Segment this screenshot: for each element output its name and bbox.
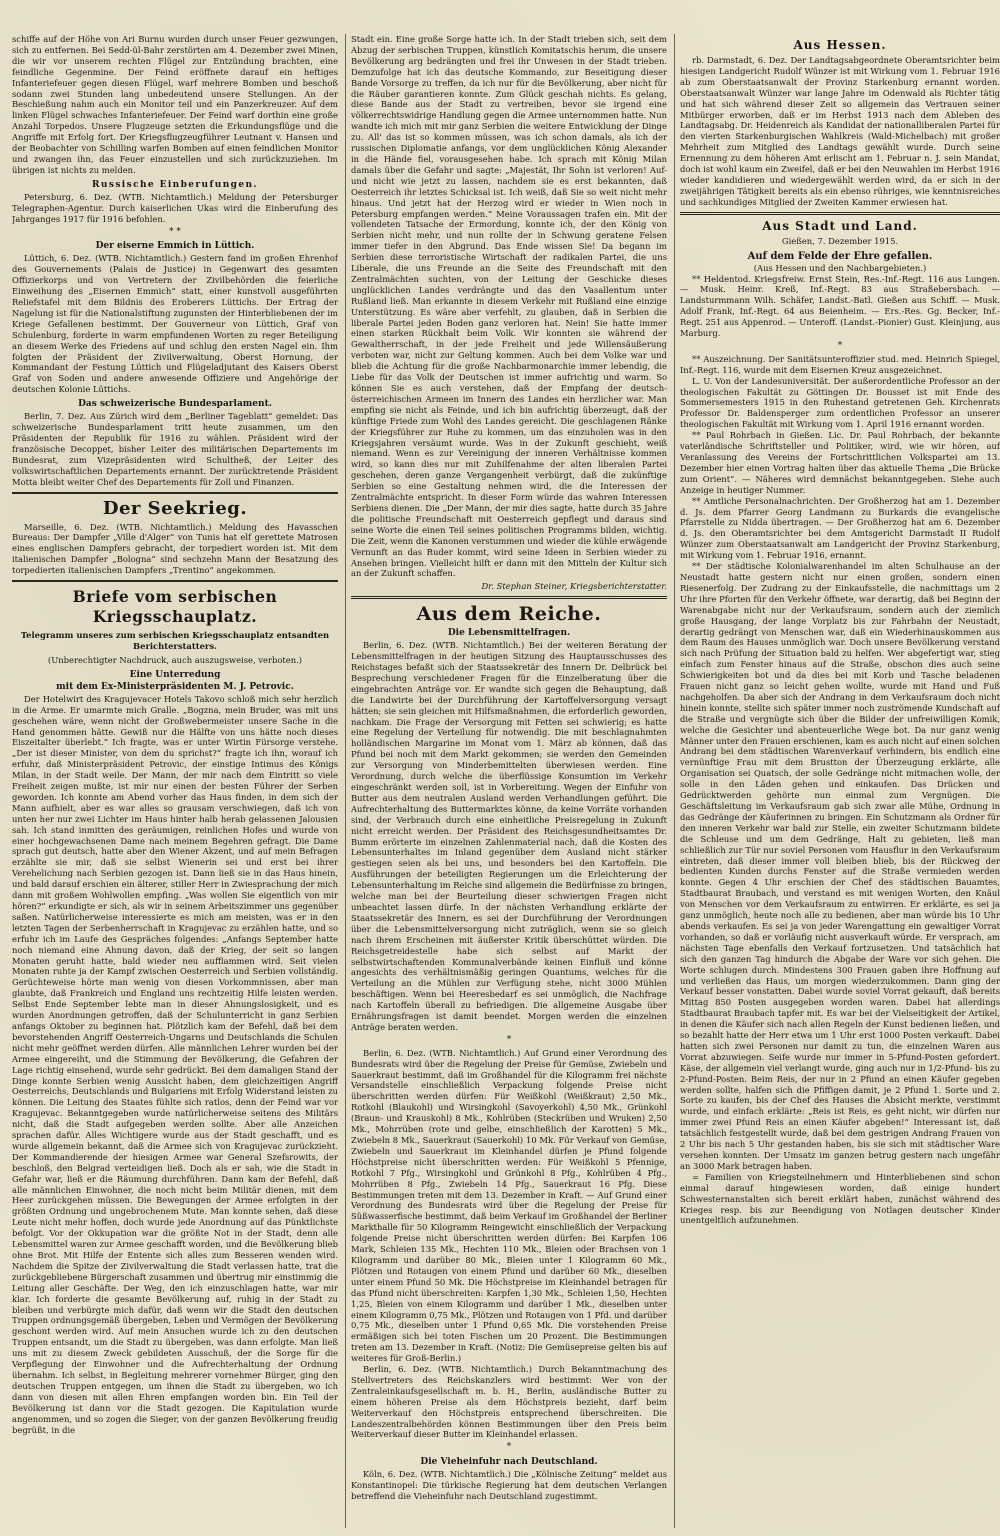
column-middle — [345, 34, 667, 1528]
headline-stadt-und-land: Aus Stadt und Land. — [762, 218, 918, 233]
subheadline: (Aus Hessen und den Nachbargebieten.) — [753, 262, 927, 273]
article-text: Berlin, 7. Dez. Aus Zürich wird dem „Berliner Tageblatt“ gemeldet: Das schweizerische Bundesparlament tritt heute zusammen, um den Präsidenten der Republik für 1916 zu wählen. Präsident wird der französische Decoppet, bisher Leiter des militärischen Departements im Bundesrat, zum Vizepräsidenten wird Schultheß, der Leiter des volkswirtschaftlichen Departements ernannt. Der zurücktretende Präsident Motta bleibt weiter Chef des Departements für Zoll und Finanzen. — [12, 411, 338, 487]
headline-interview-sub: mit dem Ex-Ministerpräsidenten M. J. Petrovic. — [56, 681, 294, 692]
article-text: = Familien von Kriegsteilnehmern und Hinterbliebenen sind schon einmal darauf hingewiesen worden, daß einige hundert Schwesternanstalten sich bereit erklärt haben, zunächst während des Krieges resp. bis zur Beendigung von Notlagen deutscher Kinder unentgeltlich aufzunehmen. — [680, 1171, 1000, 1226]
article-text: Berlin, 6. Dez. (WTB. Nichtamtlich.) Durch Bekanntmachung des Stellvertreters des Reichskanzlers wird bestimmt: Wer von der Zentraleinkaufsgesellschaft m. b. H., Berlin, ausländische Butter zu einem höheren Preise als dem Höchstpreis bezieht, darf beim Weiterverkauf den Höchstpreis entsprechend überschreiten. Die Landeszentralbehörden können Bestimmungen über den Preis beim Weiterverkauf dieser Butter im Kleinhandel erlassen. — [351, 1364, 667, 1440]
headline-swiss-parliament: Das schweizerische Bundesparlament. — [78, 399, 272, 410]
column-right — [674, 34, 1000, 1528]
article-text: ** Der städtische Kolonialwarenhandel im alten Schulhause an der Neustadt hatte gestern nicht nur einen großen, sondern einen Riesenerfolg. Der Zudrang zu der Einkaufsstelle, die nachmittags um 2 Uhr ihre Pforten für den Verkehr öffnete, war derartig, daß bei Beginn der Warenabgabe nicht nur der Verkaufsraum, sondern auch der ziemlich große Hausgang, der lange Vorplatz bis zur Fahrbahn der Neustadt, derartig gedrängt von Menschen war, daß ein Wiederhinauskommen aus dem Raum des Hauses unmöglich war. Doch unsere Bevölkerung verstand sich nach Prüfung der Situation bald zu helfen. Wer abgefertigt war, stieg einfach zum Fenster hinaus auf die Straße, obschon dies auch seine Schwierigkeiten bot und da dies bei mit Korb und Tasche beladenen Frauen nicht ganz so leicht gehen wollte, wurde mit Hand und Fuß nachgeholfen. Da aber sich der Andrang in dem Verkaufsraum doch nicht hinein konnte, stellte sich später immer noch zuströmende Kundschaft auf die Straße und vergnügte sich über die Bilder der unfreiwilligen Komik, welche die Gesichter und abenteuerliche Wege bot. Da nur ganz wenig Männer unter den Frauen erschienen, kam es auch nicht auf einen solchen Andrang bei dem städtischen Warenverkauf verhindern, bis endlich eine vernünftige Frau mit dem Brustton der Überzeugung erklärte, alle Organisation sei Quatsch, der solle Gedränge nicht mitmachen wolle, der solle in den Läden gehen und einkaufen. Das Drücken und Gedrücktwerden gehörte nun einmal zum Vergnügen. Die Geschäftsleitung im Verkaufsraum gab sich zwar alle Mühe, Ordnung in das Gedränge der Käuferinnen zu bringen. Ein Schutzmann als Ordner für den inneren Verkehr war bald zur Stelle, ein zweiter Schutzmann bildete die Schleuse und um dem Gedränge, Halt zu gebieten, ließ man schließlich zur Tür nur soviel Personen vom Hausflur in den Verkaufsraum eintreten, daß dieser immer voll bleiben blieb, bis der Rückweg der bedienten Kunden durchs Fenster auf die Straße vermieden werden konnte. Gegen 4 Uhr erschien der Chef des städtischen Bauamtes, Stadtbaurat Braubach, und verstand es mit wenigen Worten, den Knäul von Menschen vor dem Verkaufsraum zu entwirren. Er erklärte, es sei ja ganz unmöglich, heute noch alle zu bedienen, aber man würde bis 10 Uhr abends verkaufen. Es sei ja von jeder Warengattung ein gewaltiger Vorrat vorhanden, so daß er vorläufig nicht ausverkauft würde. Er versprach, am nächsten Tage ebenfalls den Verkauf fortzusetzen. Und tatsächlich hat sich den ganzen Tag hindurch die Abgabe der Ware vor sich gehen. Die Worte schlugen durch. Mindestens 300 Frauen gaben ihre Hoffnung auf und verließen das Haus, um morgen wiederzukommen. Dann ging der Verkauf besser vonstatten. Dabei wurde soviel Vorrat gekauft, daß bereits Mittag 850 Posten ausgegeben worden waren. Dabei hat allerdings Stadtbaurat Braubach tapfer mit. Es war bei der Vielseitigkeit der Artikel, in denen die Käufer sich nach allen Regeln der Kunst bedienen ließen, und so bezahlt hatte der Herr etwa um 1 Uhr erst 1000 Posten verkauft. Dabei hatten sich zwei Personen nur damit zu tun, die einzelnen Waren aus Vorrat abzuwiegen. Seife wurde nur immer in 5-Pfund-Posten gefordert. Käse, der allgemein viel verlangt wurde, ging auch nur in 1/2-Pfund- bis zu 2-Pfund-Posten. Beim Reis, der nur in 2 Pfund an einen Käufer gegeben werden sollte, halfen sich die Pfiffigen damit, je 2 Pfund 1. Sorte und 2. Sorte zu kaufen, bis der Chef des Hauses die Absicht merkte, verstimmt wurde, und einfach erklärte: „Reis ist Reis, es geht nicht, wir dürfen nur immer zwei Pfund Reis an einen Käufer abgeben!“ Interessant ist, daß tatsächlich festgestellt wurde, daß bei dem gestrigen Andrang Frauen von 2 Uhr bis nach 5 Uhr gestanden haben, bis sie sich mit städtischer Ware versehen konnten. Der Umsatz im ganzen betrug gestern nach ungefähr an 3000 Mark betragen haben. — [680, 561, 1000, 1171]
separator-star: * — [506, 1442, 512, 1453]
headline-emmich: Der eiserne Emmich in Lüttich. — [95, 241, 255, 252]
headline-field-of-honor: Auf dem Felde der Ehre gefallen. — [747, 250, 933, 262]
divider — [12, 580, 338, 582]
separator-stars: * * — [169, 226, 181, 237]
reprint-note: (Unberechtigter Nachdruck, auch auszugsweise, verboten.) — [47, 654, 303, 665]
article-text: Köln, 6. Dez. (WTB. Nichtamtlich.) Die „Kölnische Zeitung“ meldet aus Konstantinopel: Die türkische Regierung hat dem deutschen Verlangen betreffend die Vieheinfuhr nach Deutschland zugestimmt. — [351, 1469, 667, 1502]
byline: Dr. Stephan Steiner, Kriegsberichterstatter. — [481, 581, 667, 592]
article-text: Stadt ein. Eine große Sorge hatte ich. In der Stadt trieben sich, seit dem Abzug der serbischen Truppen, künstlich Komitatschis herum, die unsere Bevölkerung arg bedrängten und frei ihr Unwesen in der Stadt trieben. Demzufolge hat ich das deutsche Kommando, zur Beseitigung dieser Bande Vorsorge zu treffen, da ich nur für die Bevölkerung, aber nicht für die Räuber garantieren konnte. Zum Glück geschah nichts. Es gelang, diese Bande aus der Stadt zu vertreiben, bevor sie irgend eine völkerrechtswidrige Handlung gegen die Armee unternommen hatte. Nun wandte ich mich mit mir ganz Serbien die weitere Entwicklung der Dinge zu. All' das ist so kommen müssen, was ich schon damals, als ich der russischen Diplomatie anfangs, vor dem unglücklichen König Alexander in die Hände fiel, vorausgesehen habe. Ich sprach mit König Milan damals über die Gefahr und sagte: „Majestät, Ihr Sohn ist verloren! Auf- und nicht wie jetzt zu lassen, nachdem sie es erst bekannten, daß Oesterreich ihr letztes Schicksal ist. Ich weiß, daß Sie so weit nicht mehr hinaus. Und jetzt hat der Herzog wird er wieder in Wien noch in Petersburg empfangen werden.“ Meine Voraussagen trafen ein. Mit der vollendeten Tatsache der Ermordung, konnte ich, der den König von Serbien nicht mehr, und nun rollte der in Schwung geratene Felsen immer tiefer in den Abgrund. Das Ende wissen Sie! Da begann im Serbien diese terroristische Wirtschaft der radikalen Partei, die uns Liberale, die uns Freunde an die Seite des Freundschaft mit den Zentralmächten suchten, von der Leitung der Geschicke dieses unglücklichen Landes verdrängte und das den Vasallentum unter Rußland ließ. Man erkannte in diesem Verkehr mit Rußland eine einzige Unterstützung. Es wäre aber verfehlt, zu glauben, daß in Serbien die liberale Partei jeden Boden ganz verloren hat. Nein! Sie hatte immer einen starken Rückhalt beim Volk. Wir konnten sie während der Gewaltherrschaft, in der jede Freiheit und jede Willensäußerung verboten war, nicht zur Geltung kommen. Auch bei dem Volke war und blieb die Achtung für die große Nachbarmonarchie immer lebendig, die Liebe für das Volk der Deutschen ist immer aufrichtig und warm. So können Sie es auch verstehen, daß der Empfang der deutsch-österreichischen Armeen im Innern des Landes ein herzlicher war. Man empfing sie nicht als Feinde, und ich bin aufrichtig überzeugt, daß der künftige Friede zum Wohl des Landes gereicht. Die geschlagenen Ränke der Kriegsführer zur Ruhe zu kommen, um das einzuholen was in den Kriegsjahren versäumt wurde. Was in der Zukunft geschieht, weiß niemand. Wenn es zur Vereinigung der inneren Verhältnisse kommen wird, so kann dies nur mit Zuhilfenahme der alten liberalen Partei geschehen, deren ganze Vergangenheit verbürgt, daß die zukünftige Serbien so eine Gestaltung nehmen wird, die die Interessen der Zentralmächte entspricht. In dieser Form würde das wahren Interessen Serbiens dienen. Die „Der Mann, der mir dies sagte, hatte durch 35 Jahre die politische Freundschaft mit Oesterreich gepflegt und daraus sind seine Worte die einen Teil seines politischen Programms bilden, wichtig. Die Zeit, wenn die Kanonen verstummen und wieder die kühle erwägende Vernunft an das Ruder kommt, wird seine Ideen in Serbien wieder zu Ansehen bringen. Vielleicht hilft er dann mit den Mitteln der Kultur sich an der Zukunft schaffen. — [351, 34, 667, 579]
headline-seekrieg: Der Seekrieg. — [102, 497, 248, 519]
article-text: L. U. Von der Landesuniversität. Der außerordentliche Professor an der theologischen Fakultät zu Göttingen Dr. Bousset ist mit Ende des Sommersemesters 1915 in den Ruhestand getretenen Geh. Kirchenrats Professor Dr. Baldensperger zum ordentlichen Professor an unserer theologischen Fakultät mit Wirkung vom 1. April 1916 ernannt worden. — [680, 375, 1000, 430]
article-text: ** Auszeichnung. Der Sanitätsunteroffizier stud. med. Heinrich Spiegel, Inf.-Regt. 116, wurde mit dem Eisernen Kreuz ausgezeichnet. — [680, 353, 1000, 375]
headline-hessen: Aus Hessen. — [793, 38, 887, 52]
article-text: Der Hotelwirt des Kragujevacer Hotels Takovo schloß mich sehr herzlich in die Arme. Er umarmte mich Gralle. „Bogzna, mein Bruder, was mit uns geschehen wäre, wenn nicht der Großwebermeister unsere Sache in die Hand genommen hätte. Gewiß nur die Hälfte von uns hätte noch dieses Eiszeitalter überlebt.“ Ich fragte, was er unter Wirtin Fürsorge verstehe. „Der ist dieser Minister, von dem du sprichst?“ fragte ich ihn, worauf ich erfuhr, daß Ministerpräsident Petrovic, der einstige Intimus des Königs Milan, in der Stadt weile. Der Mann, der mir nach dem Eintritt so viele Freiheit zeigen mußte, ist mir nur einen der besten Führer der Serben geworden. Ich konnte am Abend vorher das Haus finden, in dem sich der Mann aufhielt, aber es war alles so grausam verschwiegen, daß ich von unten her nur zwei Lichter im Haus hinter halb herab gelassenen Jalousien sah. Ich stand inmitten des geräumigen, reinlichen Hofes und wurde von einer hochgewachsenen Dame nach meinem Begehren gefragt. Die Dame sprach gut deutsch, hatte aber den Wiener Akzent, und auf mein Befragen erzählte sie mir, daß sie selbst Wienerin sei und erst bei ihrer Verehelichung nach Serbien gezogen ist. Dann ließ sie in das Haus hinein, und bald darauf erschien ein älterer, stiller Herr in Zwiesprachung der mich dann mit großem Wohlwollen empfing. „Was wollen Sie eigentlich von mir hören?“ erkundigte er sich, als wir in seinem Arbeitszimmer uns gegenüber saßen. Natürlicherweise interessierte es mich am meisten, was er in den letzten Tagen der Serbenherrschaft in Kragujevac zu erzählen hatte, und so erfuhr ich im Laufe des Gespräches folgendes: „Anfangs September hatte noch niemand eine Ahnung davon, daß der Krieg, der seit so langen Monaten geruht hatte, bald wieder neu aufflammen wird. Seit vielen Monaten ruhte ja der Kampf zwischen Oesterreich und Serbien vollständig. Gerüchteweise hörte man wenig von diesen Vorkommnissen, aber man glaubte, daß Frankreich und England uns rechtzeitig Hilfe leisten werden. Selbst Ende September lebte man in dieser Ahnungslosigkeit, und es wurden Anordnungen getroffen, daß der Schulunterricht in ganz Serbien anfangs Oktober zu beginnen hat. Plötzlich kam der Befehl, daß bei dem bevorstehenden Angriff Oesterreich-Ungarns und Deutschlands die Schulen nicht mehr geöffnet werden dürfen. Alle männlichen Lehrer wurden bei der Armee eingereiht, und die Stimmung der Bevölkerung, die Gefahren der Lage richtig einsehend, wurde sehr gedrückt. Bei dem damaligen Stand der Dinge konnte Serbien wenig Aussicht haben, dem gleichzeitigen Angriff Oesterreichs, Deutschlands und Bulgariens mit Erfolg Widerstand leisten zu können. Die Leitung des Staates fühlte sich ratlos, denn der Feind war vor Kragujevac. Bekanntgegeben wurde natürlicherweise seitens des Militärs nicht, daß die Stadt aufgegeben werden sollte. Aber alle Anzeichen sprachen dafür. Alles Wichtigere wurde aus der Stadt geschafft, und es wurde allgemein bekannt, daß die Armee sich von Kragujevac zurückzieht. Der Kommandierende der hiesigen Armee war General Szefsrowits, der beschloß, den Belgrad verteidigen ließ. Doch als er sah, wie die Stadt in Gefahr war, ließ er die Räumung durchführen. Dann kam der Befehl, daß alle männlichen Einwohner, die noch nicht beim Militär dienen, mit dem Heer zurückgehen müssen. Die Bewegungen der Armee erfolgten in der größten Ordnung und ungebrochenem Mute. Man konnte sehen, daß diese Leute nicht mehr hoffen, doch wurde jede Anordnung auf das Pünktlichste befolgt. Vor der Okkupation war die größte Not in der Stadt, denn alle Lebensmittel waren zur Armee geschafft worden, und die Bevölkerung blieb ohne Brot. Mit Hilfe der Entente sich alles zum Besseren wenden wird. Nachdem die Spitze der Zivilverwaltung die Stadt verlassen hatte, trat die zurückgebliebene Bürgerschaft zusammen und übertrug mir einstimmig die Leitung aller Geschäfte. Der Weg, den ich einzuschlagen hatte, war mir klar. Ich forderte die gesamte Bevölkerung auf, ruhig in der Stadt zu bleiben und verbürgte mich dafür, daß wenn wir die Stadt den deutschen Truppen ordnungsgemäß übergeben, Leben und Vermögen der Bevölkerung geschont werden wird. Auf mein Ansuchen wurde ich zu den deutschen Truppen entsandt, um die Stadt zu übergeben, was dann erfolgte. Man ließ uns mit zu diesem Zweck gebildeten Ausschuß, der die Sorge für die Verpflegung der Einwohner und die Aufrechterhaltung der Ordnung übernahm. Ich selbst, in Begleitung mehrerer vornehmer Bürger, ging den deutschen Truppen entgegen, um ihnen die Stadt zu übergeben, wo ich dann von diesen mit allen Ehren empfangen worden bin. Ein Teil der Bevölkerung ist dann vor die Stadt gezogen. Die Kapitulation wurde angenommen, und so zogen die Sieger, von der ganzen Bevölkerung freudig begrüßt, in die — [12, 693, 338, 1435]
article-text: Berlin, 6. Dez. (WTB. Nichtamtlich.) Auf Grund einer Verordnung des Bundesrats wird über die Regelung der Preise für Gemüse, Zwiebeln und Sauerkraut bestimmt, daß im Großhandel für die Kilogramm frei nächste Versandstelle einschließlich Verpackung folgende Preise nicht überschritten werden dürfen: Für Weißkohl (Weißkraut) 2,50 Mk., Rotkohl (Blaukohl) und Wirsingkohl (Savoyerkohl) 4,50 Mk., Grünkohl (Braun- und Krauskohl) 8 Mk., Kohlrüben (Steckrüben und Wruken) 2,50 Mk., Mohrrüben (rote und gelbe, einschließlich der Karotten) 5 Mk., Zwiebeln 8 Mk., Sauerkraut (Sauerkohl) 10 Mk. Für Verkauf von Gemüse, Zwiebeln und Sauerkraut im Kleinhandel dürfen je Pfund folgende Höchstpreise nicht überschritten werden: Für Weißkohl 5 Pfennige, Rotkohl 7 Pfg., Wirsingkohl und Grünkohl 8 Pfg., Kohlrüben 4 Pfg., Mohrrüben 8 Pfg., Zwiebeln 14 Pfg., Sauerkraut 16 Pfg. Diese Bestimmungen treten mit dem 13. Dezember in Kraft. — Auf Grund einer Verordnung des Bundesrats wird über die Regelung der Preise für Süßwasserfische bestimmt, daß beim Verkauf im Großhandel der Berliner Markthalle für 50 Kilogramm Reingewicht einschließlich der Verpackung folgende Preise nicht überschritten werden dürfen: Bei Karpfen 106 Mark, Schleien 135 Mk., Hechten 110 Mk., Bleien oder Brachsen von 1 Kilogramm und darüber 80 Mk., Bleien unter 1 Kilogramm 60 Mk., Plötzen und Rotaugen von einem Pfund und darüber 60 Mk., dieselben unter einem Pfund 50 Mk. Die Höchstpreise im Kleinhandel betragen für das Pfund nicht überschreiten: Karpfen 1,30 Mk., Schleien 1,50, Hechten 1,25, Bleien von einem Kilogramm und darüber 1 Mk., dieselben unter einem Kilogramm 0,75 Mk., Plötzen und Rotaugen von 1 Pfd. und darüber 0,75 Mk., dieselben unter 1 Pfund 0,65 Mk. Die vorstehenden Preise ermäßigen sich bei toten Fischen um 20 Prozent. Die Bestimmungen treten am 13. Dezember in Kraft. (Notiz: Die Gemüsepreise gelten bis auf weiteres für Groß-Berlin.) — [351, 1047, 667, 1364]
article-text: Berlin, 6. Dez. (WTB. Nichtamtlich.) Bei der weiteren Beratung der Lebensmittelfragen in der heutigen Sitzung des Hauptausschusses des Reichstages befaßt sich der Staatssekretär des Innern Dr. Delbrück bei Besprechung verschiedener Fragen für die Einzelberatung über die eingebrachten Anträge vor. Er wandte sich gegen die Behauptung, daß die Landwirte bei der Durchführung der Kartoffelversorgung versagt hätten; sie sein gleichen mit Hilfsmaßnahmen, die erforderlich geworden, nachkam. Die Frage der Versorgung mit Fetten sei schwierig; es hatte eine Regelung der Verteilung für notwendig. Die mit beschlagnahmten holländischen Margarine im Monat vom 1. März ab können, daß das Pfund bei noch mit dem Markt gekommen; sie werden den Gemeinden zur Versorgung von Minderbemittelten überwiesen werden. Eine Verordnung, durch welche die überflüssige Konsumtion im Verkehr eingeschränkt werden soll, ist in Vorbereitung. Wegen der Einfuhr von Butter aus dem neutralen Ausland werden Verhandlungen geführt. Die Aufrechterhaltung des Buttermarktes könne, da keine Vorräte vorhanden sind, der Verbrauch durch eine einheitliche Preisregelung in Zukunft nicht erreicht werden. Der Präsident des Reichsgesundheitsamtes Dr. Bumm erörterte im einzelnen Zahlenmaterial nach, daß die Kosten des Lebensunterhaltes im Inland gegenüber dem Ausland nicht stärker gestiegen seien als bei uns, und besonders bei den Kartoffeln. Die Ausführungen der beteiligten Regierungen um die Erleichterung der Lebensunterhaltung im Reiche sind allgemein die Bedürfnisse zu bringen, welche man bei der Beurteilung dieser schwierigen Fragen nicht unbeachtet lassen dürfe. In der nächsten Verhandlung erklärte der Staatssekretär des Innern, es sei der Durchführung der Verordnungen über die Lebensmittelversorgung nicht zuträglich, wenn sie so gleich nach ihrem Erscheinen mit äußerster Kritik überschüttet würden. Die Reichsgetreidestelle habe sich selbst auf Markt der selbstwirtschaftenden Kommunalverbände keinen Einfluß und könne angesichts des verhältnismäßig geringen Quantums, welches für die Verteilung an die Mühlen zur Verfügung stehe, nicht 3000 Mühlen beschäftigen. Wenn bei Heeresbedarf es sei unmöglich, die Nachfrage nach Kartoffeln überall zu befriedigen. Die allgemeine Ausgabe über Ernährungsfragen ist damit beendet. Morgen werden die einzelnen Anträge beraten werden. — [351, 640, 667, 1032]
article-text: Petersburg, 6. Dez. (WTB. Nichtamtlich.) Meldung der Petersburger Telegraphen-Agentur. Durch kaiserlichen Ukas wird die Einberufung des Jahrganges 1917 für 1916 befohlen. — [12, 191, 338, 224]
headline-russian-call-up: Russische Einberufungen. — [92, 179, 258, 190]
article-text: rb. Darmstadt, 6. Dez. Der Landtagsabgeordnete Oberamtsrichter beim hiesigen Landgericht Rudolf Wünzer ist mit Wirkung vom 1. Februar 1916 ab zum Oberstaatsanwalt der Provinz Starkenburg ernannt worden. Oberstaatsanwalt Wünzer war lange Jahre im Odenwald als Richter tätig und hat sich während dieser Zeit so allgemein das Vertrauen seiner Mitbürger erworben, daß er im Herbst 1913 nach dem Ableben des Landtagsabg. Dr. Heidenreich als Kandidat der nationalliberalen Partei für den vierten Starkenburgischen Wahlkreis (Wald-Michelbach) mit großer Mehrheit zum Mitglied des Landtags gewählt wurde. Durch seine Ernennung zu dem höheren Amt erlischt am 1. Februar n. J. sein Mandat, doch ist wohl kaum ein Zweifel, daß er bei den Neuwahlen im Herbst 1916 wieder kandidieren und wiedergewählt werden wird, da er sich in der zweijährigen Tätigkeit bereits als ein ebenso rühriges, wie kenntnisreiches und sachkundiges Mitglied der Zweiten Kammer erwiesen hat. — [680, 55, 1000, 207]
separator-star: * — [506, 1034, 512, 1045]
article-text: ** Heldentod. Kriegsfreiw. Ernst Stein, Res.-Inf.-Regt. 116 aus Lungen. — Musk. Heinr. Kreß, Inf.-Regt. 83 aus Straßebersbach. — Landsturmmann Wilh. Schäfer, Landst.-Batl. Gießen aus Schiff. — Musk. Adolf Frank, Inf.-Regt. 64 aus Beienheim. — Ers.-Res. Gg. Becker, Inf.-Regt. 251 aus Appenrod. — Unteroff. (Landst.-Pionier) Gust. Kleinjung, aus Marburg. — [680, 273, 1000, 339]
article-text: Marseille, 6. Dez. (WTB. Nichtamtlich.) Meldung des Havasschen Bureaus: Der Dampfer „Ville d'Alger“ von Tunis hat elf gerettete Matrosen eines englischen Dampfers gebracht, der torpediert worden ist. Mit dem italienischen Dampfer „Bologna“ sind sechzehn Mann der Besatzung des torpedierten italienischen Dampfers „Trentino“ angekommen. — [12, 521, 338, 576]
article-text: ** Paul Rohrbach in Gießen. Lic. Dr. Paul Rohrbach, der bekannte vaterländische Schriftsteller und Politiker, wird, wie wir hören, auf Veranlassung des Vereins der Fortschrittlichen Volkspartei am 13. Dezember hier einen Vortrag halten über das aktuelle Thema „Die Brücke zum Orient“. — Näheres wird demnächst bekanntgegeben. Siehe auch Anzeige in heutiger Nummer. — [680, 430, 1000, 495]
headline-reich: Aus dem Reiche. — [416, 603, 602, 626]
dateline: Gießen, 7. Dezember 1915. — [781, 235, 899, 246]
headline-serbian-letters: Briefe vom serbischen Kriegsschauplatz. — [72, 587, 278, 627]
headline-interview: Eine Unterredung — [129, 669, 221, 680]
column-left — [12, 34, 338, 1528]
article-text: ** Amtliche Personalnachrichten. Der Großherzog hat am 1. Dezember d. Js. dem Pfarrer Georg Landmann zu Burkards die evangelische Pfarrstelle zu Nidda übertragen. — Der Großherzog hat am 6. Dezember d. Js. den Oberamtsrichter bei dem Amtsgericht Darmstadt II Rudolf Wünzer zum Oberstaatsanwalt am Landgericht der Provinz Starkenburg, mit Wirkung vom 1. Februar 1916, ernannt. — [680, 495, 1000, 561]
divider — [351, 596, 667, 599]
separator-star: * — [837, 340, 843, 351]
headline-cattle-import: Die Vieheinfuhr nach Deutschland. — [420, 1457, 598, 1468]
subheadline: Telegramm unseres zum serbischen Kriegsschauplatz entsandten Berichterstatters. — [20, 630, 330, 651]
headline-food-questions: Die Lebensmittelfragen. — [447, 628, 571, 639]
article-text: schiffe auf der Höhe von Ari Burnu wurden durch unser Feuer gezwungen, sich zu entfernen. Bei Sedd-ül-Bahr zerstörten am 4. Dezember zwei Minen, die wir vor unserem rechten Flügel zur Entzündung brachten, eine feindliche Gegenmine. Der Feind eröffnete darauf ein heftiges Infanteriefeuer gegen diesen Flügel, warf mehrere Bomben und beschoß sodann zwei Stunden lang unbedeutend unsere Stellungen. An der Beschießung nahm auch ein Monitor teil und ein Panzerkreuzer. Auf dem linken Flügel schwaches Infanteriefeuer. Der Feind warf dorthin eine große Anzahl Torpedos. Unsere Flugzeuge setzten die Erkundungsflüge und die Angriffe mit Erfolg fort. Der Kriegsflugzeugführer Leutnant v. Hansen und der Beobachter von Schilling warfen Bomben auf einen feindlichen Monitor und zwangen ihn, das Feuer einzustellen und sich zurückzuziehen. Im übrigen ist nichts zu melden. — [12, 34, 338, 175]
divider — [12, 492, 338, 494]
divider — [680, 212, 1000, 215]
article-text: Lüttich, 6. Dez. (WTB. Nichtamtlich.) Gestern fand im großen Ehrenhof des Gouvernements (Palais de Justice) in Gegenwart des gesamten Offizierkorps und von Vertretern der Zivilbehörden die feierliche Einweihung des „Eisernen Emmich“ statt, einer kunstvoll ausgeführten Reliefstafel mit dem Bildnis des Eroberers Lüttichs. Der Ertrag der Nagelung ist für die Nationalstiftung zugunsten der Hinterbliebenen der im Kriege Gefallenen bestimmt. Der Gouverneur von Lüttich, Graf von Schulenburg, forderte in warm empfundenen Worten zu reger Beteiligung an diesem Werke des Friedens auf und schlug den ersten Nagel ein. Ihm folgten der Präsident der Zivilverwaltung, Oberst Hornung, der Kommandant der Festung Lüttich und Flügeladjutant des Kaisers Oberst Graf von Soden und andere anwesende Offiziere und Angehörige der deutschen Kolonie Lüttichs. — [12, 253, 338, 395]
